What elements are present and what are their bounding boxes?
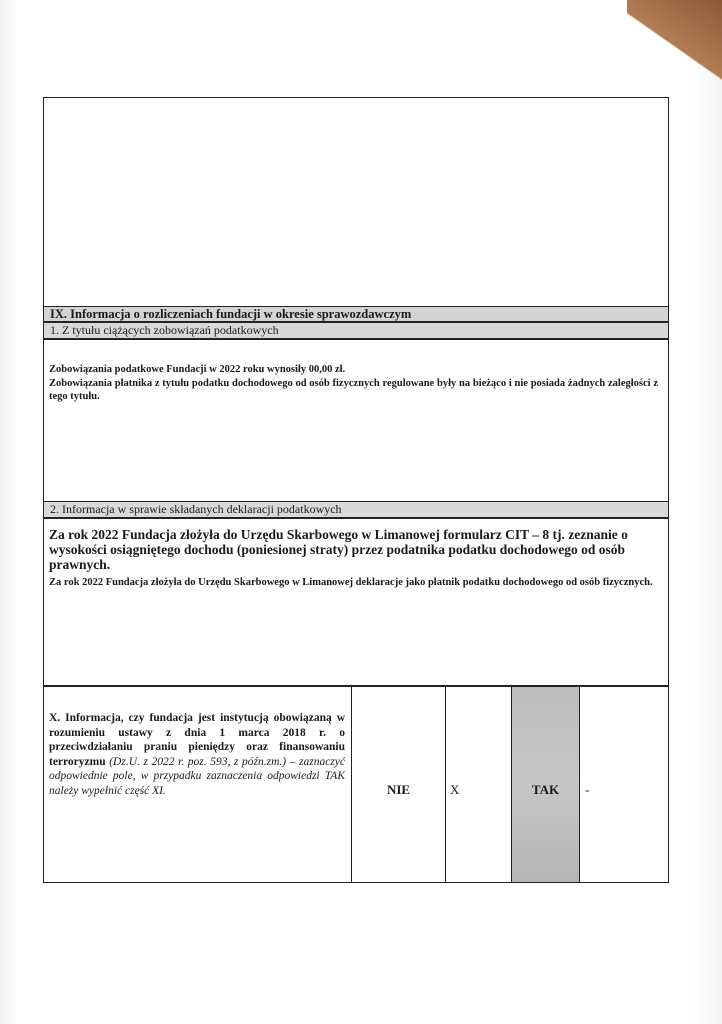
section-x-question-cell <box>44 687 352 882</box>
section-ix-item2-content <box>43 518 669 686</box>
nie-label: NIE <box>386 782 411 797</box>
tak-label-cell <box>512 687 580 882</box>
section-x-question-bold: X. Informacja, czy fundacja jest instytucją obowiązaną w rozumieniu ustawy z dnia 1 marca 2018 r. o przeciwdziałaniu praniu pieniędzy oraz finansowaniu terroryzmu <box>49 712 345 768</box>
section-ix-header: IX. Informacja o rozliczeniach fundacji w okresie sprawozdawczym <box>43 306 669 322</box>
section-x-question <box>49 711 345 798</box>
document-form <box>43 97 669 883</box>
section-x-row <box>43 686 669 883</box>
section-ix-item2-header: 2. Informacja w sprawie składanych deklaracji podatkowych <box>43 501 669 518</box>
pit-declaration-text: Za rok 2022 Fundacja złożyła do Urzędu Skarbowego w Limanowej deklaracje jako płatnik podatku dochodowego od osób fizycznych. <box>49 577 653 588</box>
nie-checkbox-mark: X <box>450 782 460 797</box>
tax-liabilities-text: Zobowiązania podatkowe Fundacji w 2022 roku wynosiły 00,00 zł. <box>49 364 346 375</box>
tak-checkbox-mark: - <box>585 782 590 797</box>
nie-checkbox-cell[interactable] <box>446 687 512 882</box>
cit8-declaration-text: Za rok 2022 Fundacja złożyła do Urzędu Skarbowego w Limanowej formularz CIT – 8 tj. zeznanie o wysokości osiągniętego dochodu (poniesionej straty) przez podatnika podatku dochodowego od osób prawnych. <box>49 527 628 572</box>
section-x-question-italic: (Dz.U. z 2022 r. poz. 593, z późn.zm.) – zaznaczyć odpowiednie pole, w przypadku zaznaczenia odpowiedzi TAK należy wypełnić część XI. <box>49 755 345 797</box>
blank-section-box <box>43 97 669 307</box>
payer-liabilities-text: Zobowiązania płatnika z tytułu podatku dochodowego od osób fizycznych regulowane były na bieżąco i nie posiada żadnych zaległości z tego tytułu. <box>49 378 658 402</box>
nie-label-cell <box>352 687 446 882</box>
tak-checkbox-cell[interactable] <box>580 687 669 882</box>
section-ix-item1-content <box>43 339 669 502</box>
tak-label: TAK <box>531 782 560 797</box>
section-ix-item1-header: 1. Z tytułu ciążących zobowiązań podatkowych <box>43 322 669 339</box>
